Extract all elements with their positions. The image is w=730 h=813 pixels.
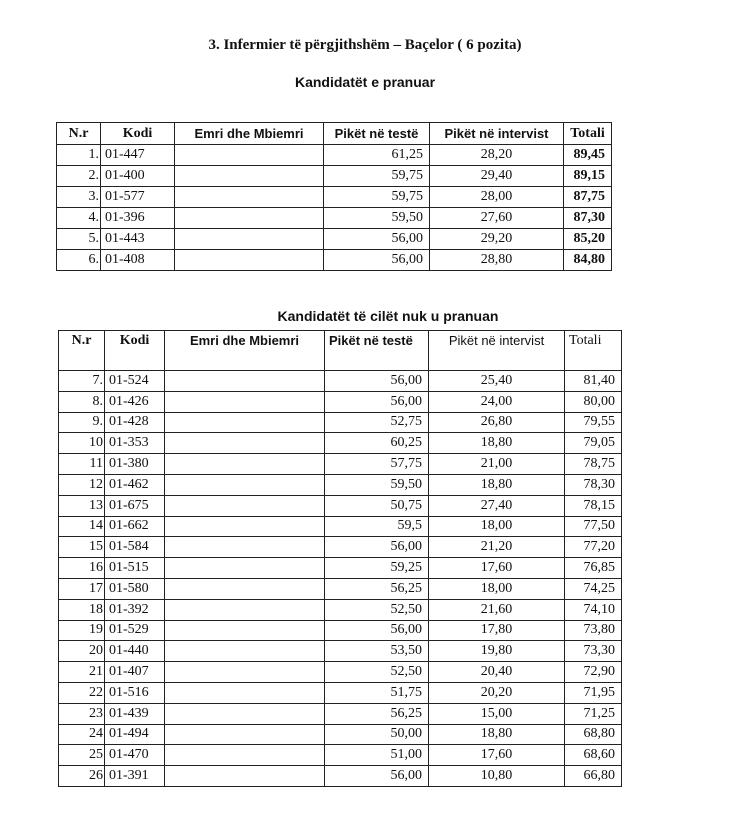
row-number: 24 [59, 724, 105, 745]
test-points: 61,25 [324, 145, 430, 166]
interview-points: 18,80 [429, 724, 565, 745]
test-points: 56,00 [324, 229, 430, 250]
interview-points: 17,60 [429, 745, 565, 766]
interview-points: 19,80 [429, 641, 565, 662]
test-points: 52,75 [325, 412, 429, 433]
candidate-code: 01-428 [105, 412, 165, 433]
row-number: 25 [59, 745, 105, 766]
total-points: 78,75 [565, 454, 622, 475]
candidate-name [165, 412, 325, 433]
candidate-code: 01-380 [105, 454, 165, 475]
table-row [57, 250, 612, 271]
total-points: 81,40 [565, 371, 622, 392]
total-points: 68,80 [565, 724, 622, 745]
test-points: 60,25 [325, 433, 429, 454]
test-points: 51,00 [325, 745, 429, 766]
table-header-row [59, 331, 622, 371]
test-points: 59,50 [324, 208, 430, 229]
table-row [59, 516, 622, 537]
table-row [57, 208, 612, 229]
candidate-name [165, 599, 325, 620]
header-nr: N.r [59, 331, 105, 371]
interview-points: 26,80 [429, 412, 565, 433]
header-test-points: Pikët në testë [324, 123, 430, 145]
total-points: 72,90 [565, 662, 622, 683]
row-number: 17 [59, 578, 105, 599]
candidate-name [165, 662, 325, 683]
header-nr: N.r [57, 123, 101, 145]
test-points: 56,00 [325, 766, 429, 787]
test-points: 56,00 [325, 620, 429, 641]
interview-points: 28,20 [430, 145, 564, 166]
candidate-name [165, 578, 325, 599]
row-number: 5. [57, 229, 101, 250]
total-points: 87,30 [564, 208, 612, 229]
row-number: 19 [59, 620, 105, 641]
total-points: 79,05 [565, 433, 622, 454]
total-points: 80,00 [565, 391, 622, 412]
candidate-name [165, 454, 325, 475]
interview-points: 17,80 [429, 620, 565, 641]
test-points: 50,00 [325, 724, 429, 745]
document-title: 3. Infermier të përgjithshëm – Baçelor ( 6 pozita) [208, 37, 522, 53]
total-points: 78,15 [565, 495, 622, 516]
test-points: 59,75 [324, 187, 430, 208]
candidate-code: 01-426 [105, 391, 165, 412]
total-points: 89,15 [564, 166, 612, 187]
candidate-code: 01-392 [105, 599, 165, 620]
interview-points: 15,00 [429, 703, 565, 724]
test-points: 52,50 [325, 599, 429, 620]
candidate-code: 01-462 [105, 474, 165, 495]
row-number: 18 [59, 599, 105, 620]
header-interview-points: Pikët në intervist [429, 331, 565, 371]
accepted-table-body [57, 145, 612, 271]
table-row [59, 558, 622, 579]
test-points: 56,00 [325, 391, 429, 412]
candidate-name [165, 703, 325, 724]
row-number: 6. [57, 250, 101, 271]
total-points: 89,45 [564, 145, 612, 166]
test-points: 56,25 [325, 578, 429, 599]
interview-points: 17,60 [429, 558, 565, 579]
interview-points: 29,40 [430, 166, 564, 187]
candidate-name [165, 537, 325, 558]
candidate-code: 01-391 [105, 766, 165, 787]
table-row [57, 187, 612, 208]
test-points: 53,50 [325, 641, 429, 662]
candidate-code: 01-662 [105, 516, 165, 537]
test-points: 56,25 [325, 703, 429, 724]
row-number: 10 [59, 433, 105, 454]
row-number: 9. [59, 412, 105, 433]
interview-points: 18,00 [429, 516, 565, 537]
candidate-code: 01-675 [105, 495, 165, 516]
test-points: 56,00 [325, 537, 429, 558]
interview-points: 18,80 [429, 474, 565, 495]
total-points: 74,10 [565, 599, 622, 620]
interview-points: 20,40 [429, 662, 565, 683]
test-points: 57,75 [325, 454, 429, 475]
total-points: 84,80 [564, 250, 612, 271]
rejected-candidates-table [58, 330, 622, 787]
table-row [59, 682, 622, 703]
test-points: 56,00 [324, 250, 430, 271]
candidate-code: 01-400 [101, 166, 175, 187]
candidate-name [175, 145, 324, 166]
table-row [59, 724, 622, 745]
header-total: Totali [564, 123, 612, 145]
test-points: 59,5 [325, 516, 429, 537]
table-row [57, 166, 612, 187]
candidate-name [165, 371, 325, 392]
candidate-code: 01-408 [101, 250, 175, 271]
rejected-candidates-title: Kandidatët të cilët nuk u pranuan [277, 308, 499, 324]
candidate-code: 01-443 [101, 229, 175, 250]
interview-points: 20,20 [429, 682, 565, 703]
interview-points: 10,80 [429, 766, 565, 787]
row-number: 16 [59, 558, 105, 579]
table-row [59, 433, 622, 454]
row-number: 8. [59, 391, 105, 412]
row-number: 21 [59, 662, 105, 683]
total-points: 71,25 [565, 703, 622, 724]
interview-points: 18,80 [429, 433, 565, 454]
candidate-name [165, 474, 325, 495]
interview-points: 21,20 [429, 537, 565, 558]
candidate-code: 01-447 [101, 145, 175, 166]
table-row [57, 145, 612, 166]
total-points: 77,50 [565, 516, 622, 537]
total-points: 79,55 [565, 412, 622, 433]
total-points: 68,60 [565, 745, 622, 766]
candidate-name [165, 558, 325, 579]
total-points: 73,80 [565, 620, 622, 641]
candidate-code: 01-407 [105, 662, 165, 683]
test-points: 59,75 [324, 166, 430, 187]
interview-points: 18,00 [429, 578, 565, 599]
total-points: 71,95 [565, 682, 622, 703]
row-number: 23 [59, 703, 105, 724]
candidate-code: 01-494 [105, 724, 165, 745]
header-test-points: Pikët në testë [325, 331, 429, 371]
table-row [59, 371, 622, 392]
header-full-name: Emri dhe Mbiemri [175, 123, 324, 145]
interview-points: 24,00 [429, 391, 565, 412]
interview-points: 21,60 [429, 599, 565, 620]
row-number: 14 [59, 516, 105, 537]
table-row [59, 703, 622, 724]
row-number: 13 [59, 495, 105, 516]
candidate-name [175, 250, 324, 271]
total-points: 85,20 [564, 229, 612, 250]
table-row [59, 391, 622, 412]
interview-points: 29,20 [430, 229, 564, 250]
table-row [59, 641, 622, 662]
table-row [59, 537, 622, 558]
interview-points: 25,40 [429, 371, 565, 392]
row-number: 4. [57, 208, 101, 229]
candidate-code: 01-515 [105, 558, 165, 579]
row-number: 20 [59, 641, 105, 662]
test-points: 52,50 [325, 662, 429, 683]
table-row [59, 745, 622, 766]
candidate-name [165, 724, 325, 745]
total-points: 77,20 [565, 537, 622, 558]
test-points: 59,50 [325, 474, 429, 495]
table-row [59, 474, 622, 495]
row-number: 22 [59, 682, 105, 703]
table-row [59, 454, 622, 475]
table-row [59, 766, 622, 787]
candidate-name [165, 516, 325, 537]
accepted-candidates-title: Kandidatët e pranuar [294, 74, 436, 90]
header-code: Kodi [101, 123, 175, 145]
candidate-code: 01-470 [105, 745, 165, 766]
candidate-name [165, 766, 325, 787]
row-number: 15 [59, 537, 105, 558]
candidate-code: 01-577 [101, 187, 175, 208]
header-full-name: Emri dhe Mbiemri [165, 331, 325, 371]
header-code: Kodi [105, 331, 165, 371]
candidate-code: 01-396 [101, 208, 175, 229]
row-number: 11 [59, 454, 105, 475]
candidate-code: 01-524 [105, 371, 165, 392]
test-points: 50,75 [325, 495, 429, 516]
candidate-code: 01-439 [105, 703, 165, 724]
candidate-name [175, 187, 324, 208]
candidate-code: 01-440 [105, 641, 165, 662]
interview-points: 28,80 [430, 250, 564, 271]
table-row [59, 620, 622, 641]
candidate-code: 01-516 [105, 682, 165, 703]
table-row [59, 578, 622, 599]
candidate-code: 01-580 [105, 578, 165, 599]
test-points: 51,75 [325, 682, 429, 703]
total-points: 76,85 [565, 558, 622, 579]
candidate-name [165, 495, 325, 516]
candidate-name [175, 166, 324, 187]
interview-points: 21,00 [429, 454, 565, 475]
candidate-code: 01-584 [105, 537, 165, 558]
rejected-table-body [59, 371, 622, 787]
test-points: 59,25 [325, 558, 429, 579]
test-points: 56,00 [325, 371, 429, 392]
header-interview-points: Pikët në intervist [430, 123, 564, 145]
accepted-candidates-table [56, 122, 612, 271]
table-row [59, 412, 622, 433]
table-row [59, 599, 622, 620]
candidate-code: 01-529 [105, 620, 165, 641]
row-number: 12 [59, 474, 105, 495]
row-number: 2. [57, 166, 101, 187]
candidate-name [175, 208, 324, 229]
total-points: 73,30 [565, 641, 622, 662]
interview-points: 28,00 [430, 187, 564, 208]
candidate-name [165, 433, 325, 454]
candidate-name [165, 682, 325, 703]
table-row [59, 662, 622, 683]
interview-points: 27,40 [429, 495, 565, 516]
total-points: 87,75 [564, 187, 612, 208]
candidate-name [165, 391, 325, 412]
table-header-row [57, 123, 612, 145]
table-row [59, 495, 622, 516]
candidate-name [165, 641, 325, 662]
total-points: 74,25 [565, 578, 622, 599]
total-points: 78,30 [565, 474, 622, 495]
total-points: 66,80 [565, 766, 622, 787]
candidate-name [175, 229, 324, 250]
candidate-code: 01-353 [105, 433, 165, 454]
candidate-name [165, 745, 325, 766]
row-number: 3. [57, 187, 101, 208]
row-number: 26 [59, 766, 105, 787]
row-number: 7. [59, 371, 105, 392]
table-row [57, 229, 612, 250]
row-number: 1. [57, 145, 101, 166]
interview-points: 27,60 [430, 208, 564, 229]
header-total: Totali [565, 331, 622, 371]
candidate-name [165, 620, 325, 641]
